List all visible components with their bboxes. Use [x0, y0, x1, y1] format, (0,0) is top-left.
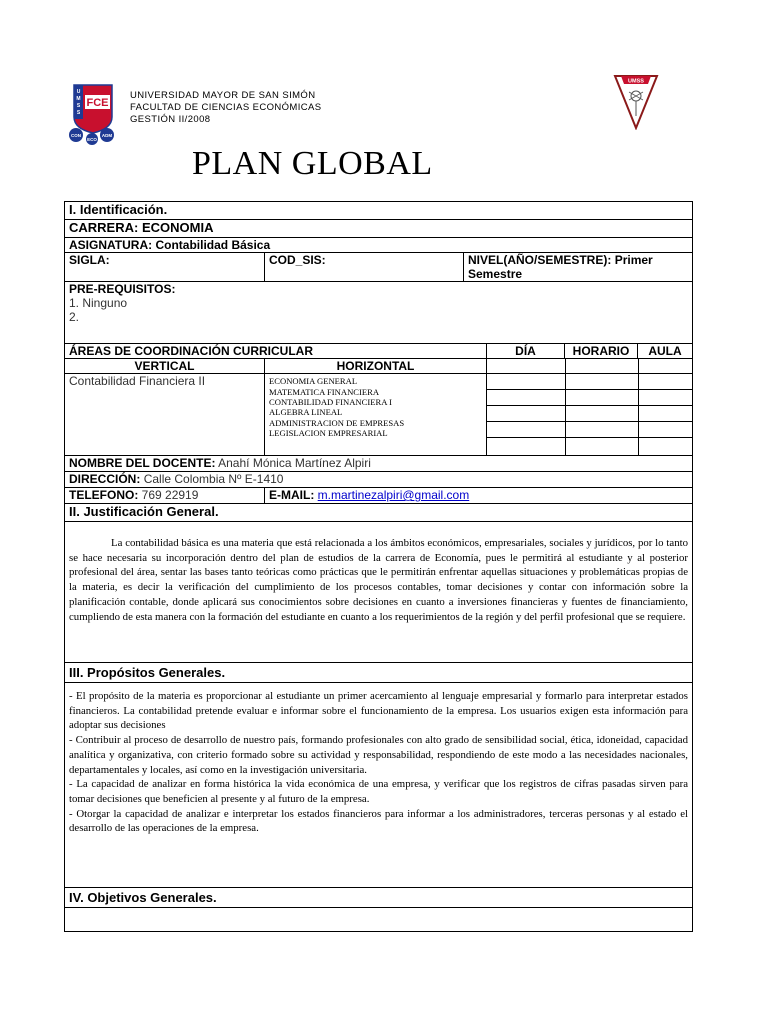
- justificacion-body: [65, 522, 693, 663]
- horizontal-item: ECONOMIA GENERAL: [269, 376, 358, 387]
- institution-info: [130, 90, 322, 126]
- docente-label: NOMBRE DEL DOCENTE:: [69, 456, 216, 470]
- prerequisitos-label: PRE-REQUISITOS:: [69, 282, 176, 296]
- fce-logo: [64, 83, 120, 145]
- asignatura-value: Contabilidad Básica: [155, 238, 271, 252]
- document-header: [0, 0, 768, 200]
- propositos-body: [65, 683, 693, 888]
- section-justificacion-heading: II. Justificación General.: [65, 504, 693, 522]
- svg-text:ECO: ECO: [87, 137, 97, 142]
- schedule-grid: [487, 359, 693, 456]
- vertical-value: Contabilidad Financiera II: [65, 374, 265, 456]
- page-title: PLAN GLOBAL: [192, 145, 433, 182]
- prerequisito-item: 2.: [69, 310, 80, 324]
- telefono-value: 769 22919: [141, 488, 199, 502]
- svg-text:U: U: [76, 89, 81, 95]
- aula-header: AULA: [638, 344, 693, 359]
- horizontal-list: [265, 374, 487, 456]
- horizontal-item: ADMINISTRACION DE EMPRESAS: [269, 417, 405, 428]
- dia-header: DÍA: [487, 344, 565, 359]
- direccion-row: [65, 472, 693, 488]
- nivel-value: Primer Semestre: [468, 253, 653, 281]
- svg-text:M: M: [76, 96, 81, 102]
- svg-text:UMSS: UMSS: [628, 78, 644, 85]
- docente-value: Anahí Mónica Martínez Alpiri: [218, 456, 371, 470]
- asignatura-row: [65, 238, 693, 253]
- cod-sis-label: COD_SIS:: [265, 253, 464, 282]
- horizontal-item: MATEMATICA FINANCIERA: [269, 386, 380, 397]
- objetivos-body: [65, 908, 693, 932]
- direccion-label: DIRECCIÓN:: [69, 472, 141, 486]
- justificacion-paragraph: La contabilidad básica es una materia que está relacionada a los ámbitos económicos, empresariales, sociales y jurídicos, por lo tanto se hace necesaria su incorporación dentro del plan de estudios de la carrera de Economía, pues le permitirá al estudiante y al posterior profesional del área, sentar las bases tanto teóricas como prácticas que le permitirán enfrentar aquellas situaciones y problemáticas propias de la materia, es decir la verificación del cumplimiento de los procesos contables, tomar decisiones y contar con información sobre la planificación contable, donde aplicará sus conocimientos sobre decisiones en cuanto a inversiones financieras y fuentes de financiamiento, cumpliendo de esta manera con la formación del estudiante en cuanto a los requerimientos de la región y del perfil profesional que se requiere.: [69, 537, 688, 623]
- svg-text:CON: CON: [71, 133, 81, 138]
- direccion-value: Calle Colombia Nº E-1410: [143, 472, 284, 486]
- gestion-label: GESTIÓN II/2008: [130, 114, 211, 125]
- horizontal-item: LEGISLACION EMPRESARIAL: [269, 427, 388, 438]
- vertical-header: VERTICAL: [65, 359, 265, 374]
- svg-text:S: S: [76, 110, 81, 116]
- umss-logo: [613, 70, 659, 130]
- email-cell: [265, 488, 693, 504]
- schedule-table: [487, 359, 693, 455]
- telefono-label: TELEFONO:: [69, 488, 139, 502]
- prerequisitos-cell: [65, 282, 693, 344]
- carrera-label: CARRERA:: [69, 220, 139, 235]
- university-name: UNIVERSIDAD MAYOR DE SAN SIMÓN: [130, 90, 316, 101]
- proposito-item: - Contribuir al proceso de desarrollo de nuestro país, formando profesionales con alto grado de sensibilidad social, ética, idoneidad, capacidad analítica y organizativa, con criterio formado sobre su actividad y responsabilidad, respondiendo de este modo a las necesidades nacionales, departamentales y locales, así como en la investigación universitaria.: [69, 734, 688, 776]
- areas-coordinacion-label: ÁREAS DE COORDINACIÓN CURRICULAR: [65, 344, 487, 359]
- section-objetivos-heading: IV. Objetivos Generales.: [65, 888, 693, 908]
- horizontal-header: HORIZONTAL: [265, 359, 487, 374]
- carrera-value: ECONOMIA: [141, 220, 214, 235]
- prerequisito-item: 1. Ninguno: [69, 296, 128, 310]
- horario-header: HORARIO: [565, 344, 638, 359]
- svg-text:ADM: ADM: [101, 133, 113, 138]
- email-label: E-MAIL:: [269, 488, 315, 502]
- nivel-cell: [464, 253, 693, 282]
- telefono-cell: [65, 488, 265, 504]
- sigla-label: SIGLA:: [65, 253, 265, 282]
- horizontal-item: ALGEBRA LINEAL: [269, 407, 343, 418]
- proposito-item: - Otorgar la capacidad de analizar e interpretar los estados financieros para informar a los administradores, terceras personas y al estado el desarrollo de las operaciones de la empresa.: [69, 807, 688, 835]
- plan-global-form: [64, 201, 693, 932]
- section-propositos-heading: III. Propósitos Generales.: [65, 663, 693, 683]
- proposito-item: - El propósito de la materia es proporcionar al estudiante un primer acercamiento al lenguaje empresarial y formarlo para interpretar estados financieros. La contabilidad pretende evaluar e informar sobre el funcionamiento de la empresa. Los usuarios exigen esta información para adoptar sus decisiones: [69, 690, 688, 732]
- section-identificacion-heading: I. Identificación.: [65, 202, 693, 220]
- svg-text:FCE: FCE: [86, 97, 109, 109]
- docente-row: [65, 456, 693, 472]
- svg-text:S: S: [76, 103, 81, 109]
- horizontal-item: CONTABILIDAD FINANCIERA I: [269, 396, 392, 407]
- faculty-name: FACULTAD DE CIENCIAS ECONÓMICAS: [130, 102, 322, 113]
- nivel-label: NIVEL(AÑO/SEMESTRE):: [468, 253, 612, 267]
- proposito-item: - La capacidad de analizar en forma histórica la vida económica de una empresa, y verificar que los registros de cifras pasadas sirven para tomar decisiones que beneficien al presente y al futuro de la empresa.: [69, 778, 688, 805]
- email-link[interactable]: m.martinezalpiri@gmail.com: [317, 488, 470, 502]
- asignatura-label: ASIGNATURA:: [69, 238, 153, 252]
- carrera-row: [65, 220, 693, 238]
